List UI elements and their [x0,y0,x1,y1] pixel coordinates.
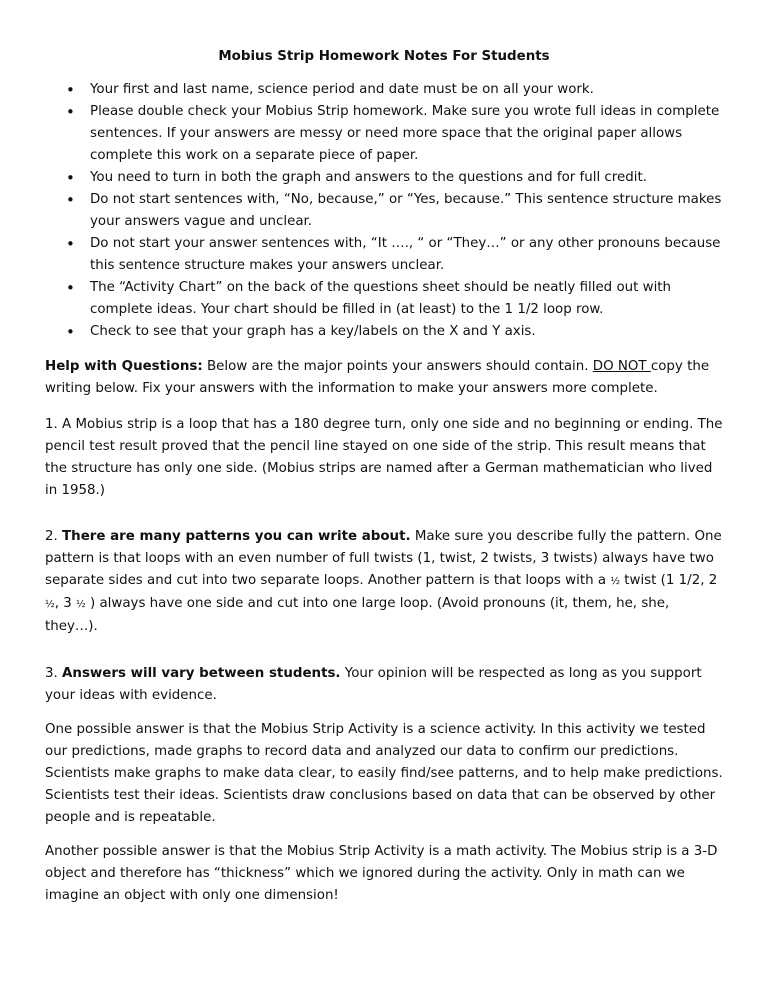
answer-2-text: twist (1 1/2, 2 [620,573,718,588]
math-answer-paragraph: Another possible answer is that the Mobius Strip Activity is a math activity. The Mobius strip is a 3-D object and therefore has “thickness” which we ignored during the activity. Only in math can we imagine an object with only one dimension! [45,844,718,903]
note-item: • Do not start sentences with, “No, because,” or “Yes, because.” This sentence structure makes your answers vague and unclear. [90,189,730,233]
note-item: • Your first and last name, science period and date must be on all your work. [90,79,730,101]
help-text-before: Below are the major points your answers should contain. [202,359,593,374]
note-item: • Check to see that your graph has a key/labels on the X and Y axis. [90,321,730,343]
answer-2 [45,526,725,638]
half-fraction: ½ [610,576,620,587]
note-item: • Do not start your answer sentences with, “It …., “ or “They…” or any other pronouns because this sentence structure makes your answers unclear. [90,233,730,277]
answer-2-text: Make sure you describe fully the pattern. One pattern is that loops with an even number of full twists (1, twist, 2 twists, 3 twists) always have two separate sides and cut into two separate loops. Another pattern is that loops with a [45,529,722,588]
do-not-emphasis: DO NOT [592,359,651,374]
page-title: Mobius Strip Homework Notes For Students [218,49,550,64]
half-fraction: ½ [45,599,55,610]
answer-2-text: ) always have one side and cut into one large loop. (Avoid pronouns (it, them, he, she, they…). [45,596,670,634]
answer-3-text: Your opinion will be respected as long as you support your ideas with evidence. [45,666,702,703]
answer-3-heading: Answers will vary between students. [62,666,341,681]
answer-3 [45,663,725,707]
answer-3-number: 3. [45,666,63,681]
help-paragraph [45,356,725,400]
help-text-after: copy the writing below. Fix your answers with the information to make your answers more complete. [45,359,710,396]
half-fraction: ½ [76,599,86,610]
help-heading: Help with Questions: [45,359,203,374]
answer-2-text: , 3 [54,596,76,611]
answer-2-number: 2. [45,529,63,544]
note-item: • You need to turn in both the graph and answers to the questions and for full credit. [90,167,730,189]
note-item: • The “Activity Chart” on the back of the questions sheet should be neatly filled out with complete ideas. Your chart should be filled in (at least) to the 1 1/2 loop row. [90,277,730,321]
notes-list [90,79,730,343]
note-item: • Please double check your Mobius Strip homework. Make sure you wrote full ideas in complete sentences. If your answers are messy or need more space that the original paper allows complete this work on a separate piece of paper. [90,101,730,167]
answer-1: 1. A Mobius strip is a loop that has a 180 degree turn, only one side and no beginning or ending. The pencil test result proved that the pencil line stayed on one side of the strip. This result means that the structure has only one side. (Mobius strips are named after a German mathematician who lived in 1958.) [45,417,723,498]
science-answer-paragraph: One possible answer is that the Mobius Strip Activity is a science activity. In this activity we tested our predictions, made graphs to record data and analyzed our data to confirm our predictions. Scientists make graphs to make data clear, to easily find/see patterns, and to help make predictions. Scientists test their ideas. Scientists draw conclusions based on data that can be observed by other people and is repeatable. [45,722,723,825]
answer-2-heading: There are many patterns you can write about. [62,529,411,544]
